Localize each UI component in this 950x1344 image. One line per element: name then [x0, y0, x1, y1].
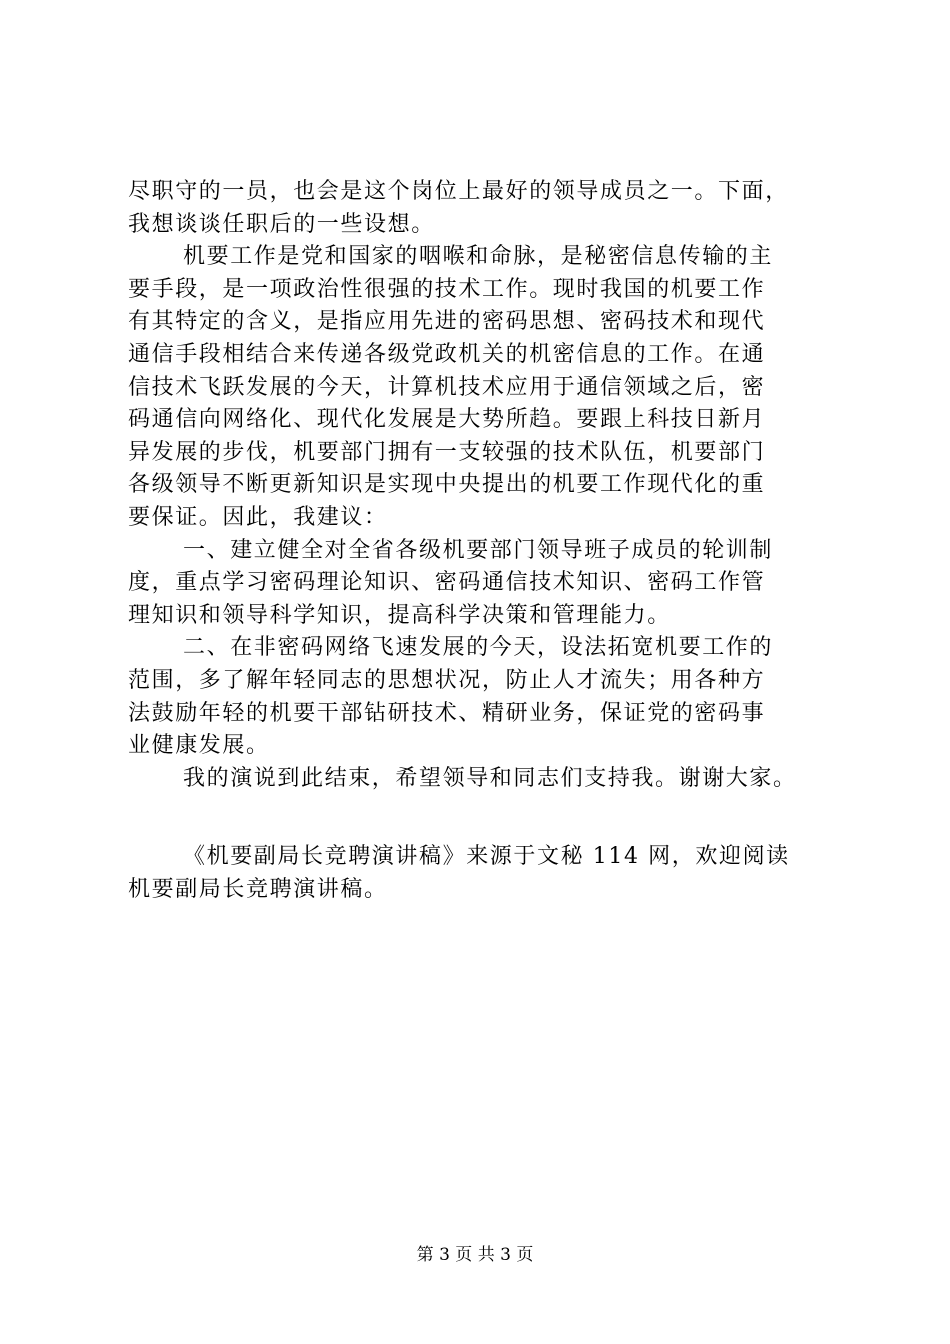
text-line: 各级领导不断更新知识是实现中央提出的机要工作现代化的重 [128, 472, 766, 498]
text-line: 我的演说到此结束，希望领导和同志们支持我。谢谢大家。 [183, 765, 797, 791]
document-body [128, 176, 828, 906]
text-line: 异发展的步伐，机要部门拥有一支较强的技术队伍，机要部门 [128, 439, 766, 465]
text-line: 一、建立健全对全省各级机要部门领导班子成员的轮训制 [183, 537, 774, 563]
text-line: 度，重点学习密码理论知识、密码通信技术知识、密码工作管 [128, 570, 766, 596]
source-line: 机要副局长竞聘演讲稿。 [128, 876, 388, 902]
text-line: 机要工作是党和国家的咽喉和命脉，是秘密信息传输的主 [183, 244, 774, 270]
text-line: 二、在非密码网络飞速发展的今天，设法拓宽机要工作的 [183, 635, 774, 661]
text-line: 法鼓励年轻的机要干部钻研技术、精研业务，保证党的密码事 [128, 700, 766, 726]
text-line: 我想谈谈任职后的一些设想。 [128, 211, 435, 237]
text-line: 尽职守的一员，也会是这个岗位上最好的领导成员之一。下面， [128, 179, 789, 204]
text-line: 理知识和领导科学知识，提高科学决策和管理能力。 [128, 602, 671, 628]
source-line: 《机要副局长竞聘演讲稿》来源于文秘 114 网，欢迎阅读 [183, 844, 790, 870]
text-line: 通信手段相结合来传递各级党政机关的机密信息的工作。在通 [128, 341, 766, 367]
text-line: 信技术飞跃发展的今天，计算机技术应用于通信领域之后，密 [128, 374, 766, 400]
page-footer: 第 3 页 共 3 页 [416, 1245, 534, 1265]
paragraph-gap [128, 795, 828, 841]
text-line: 要手段，是一项政治性很强的技术工作。现时我国的机要工作 [128, 276, 766, 302]
text-line: 码通信向网络化、现代化发展是大势所趋。要跟上科技日新月 [128, 407, 766, 433]
text-line: 有其特定的含义，是指应用先进的密码思想、密码技术和现代 [128, 309, 766, 335]
text-line: 要保证。因此，我建议： [128, 504, 388, 530]
text-line: 业健康发展。 [128, 733, 270, 759]
text-line: 范围，多了解年轻同志的思想状况，防止人才流失；用各种方 [128, 667, 766, 693]
